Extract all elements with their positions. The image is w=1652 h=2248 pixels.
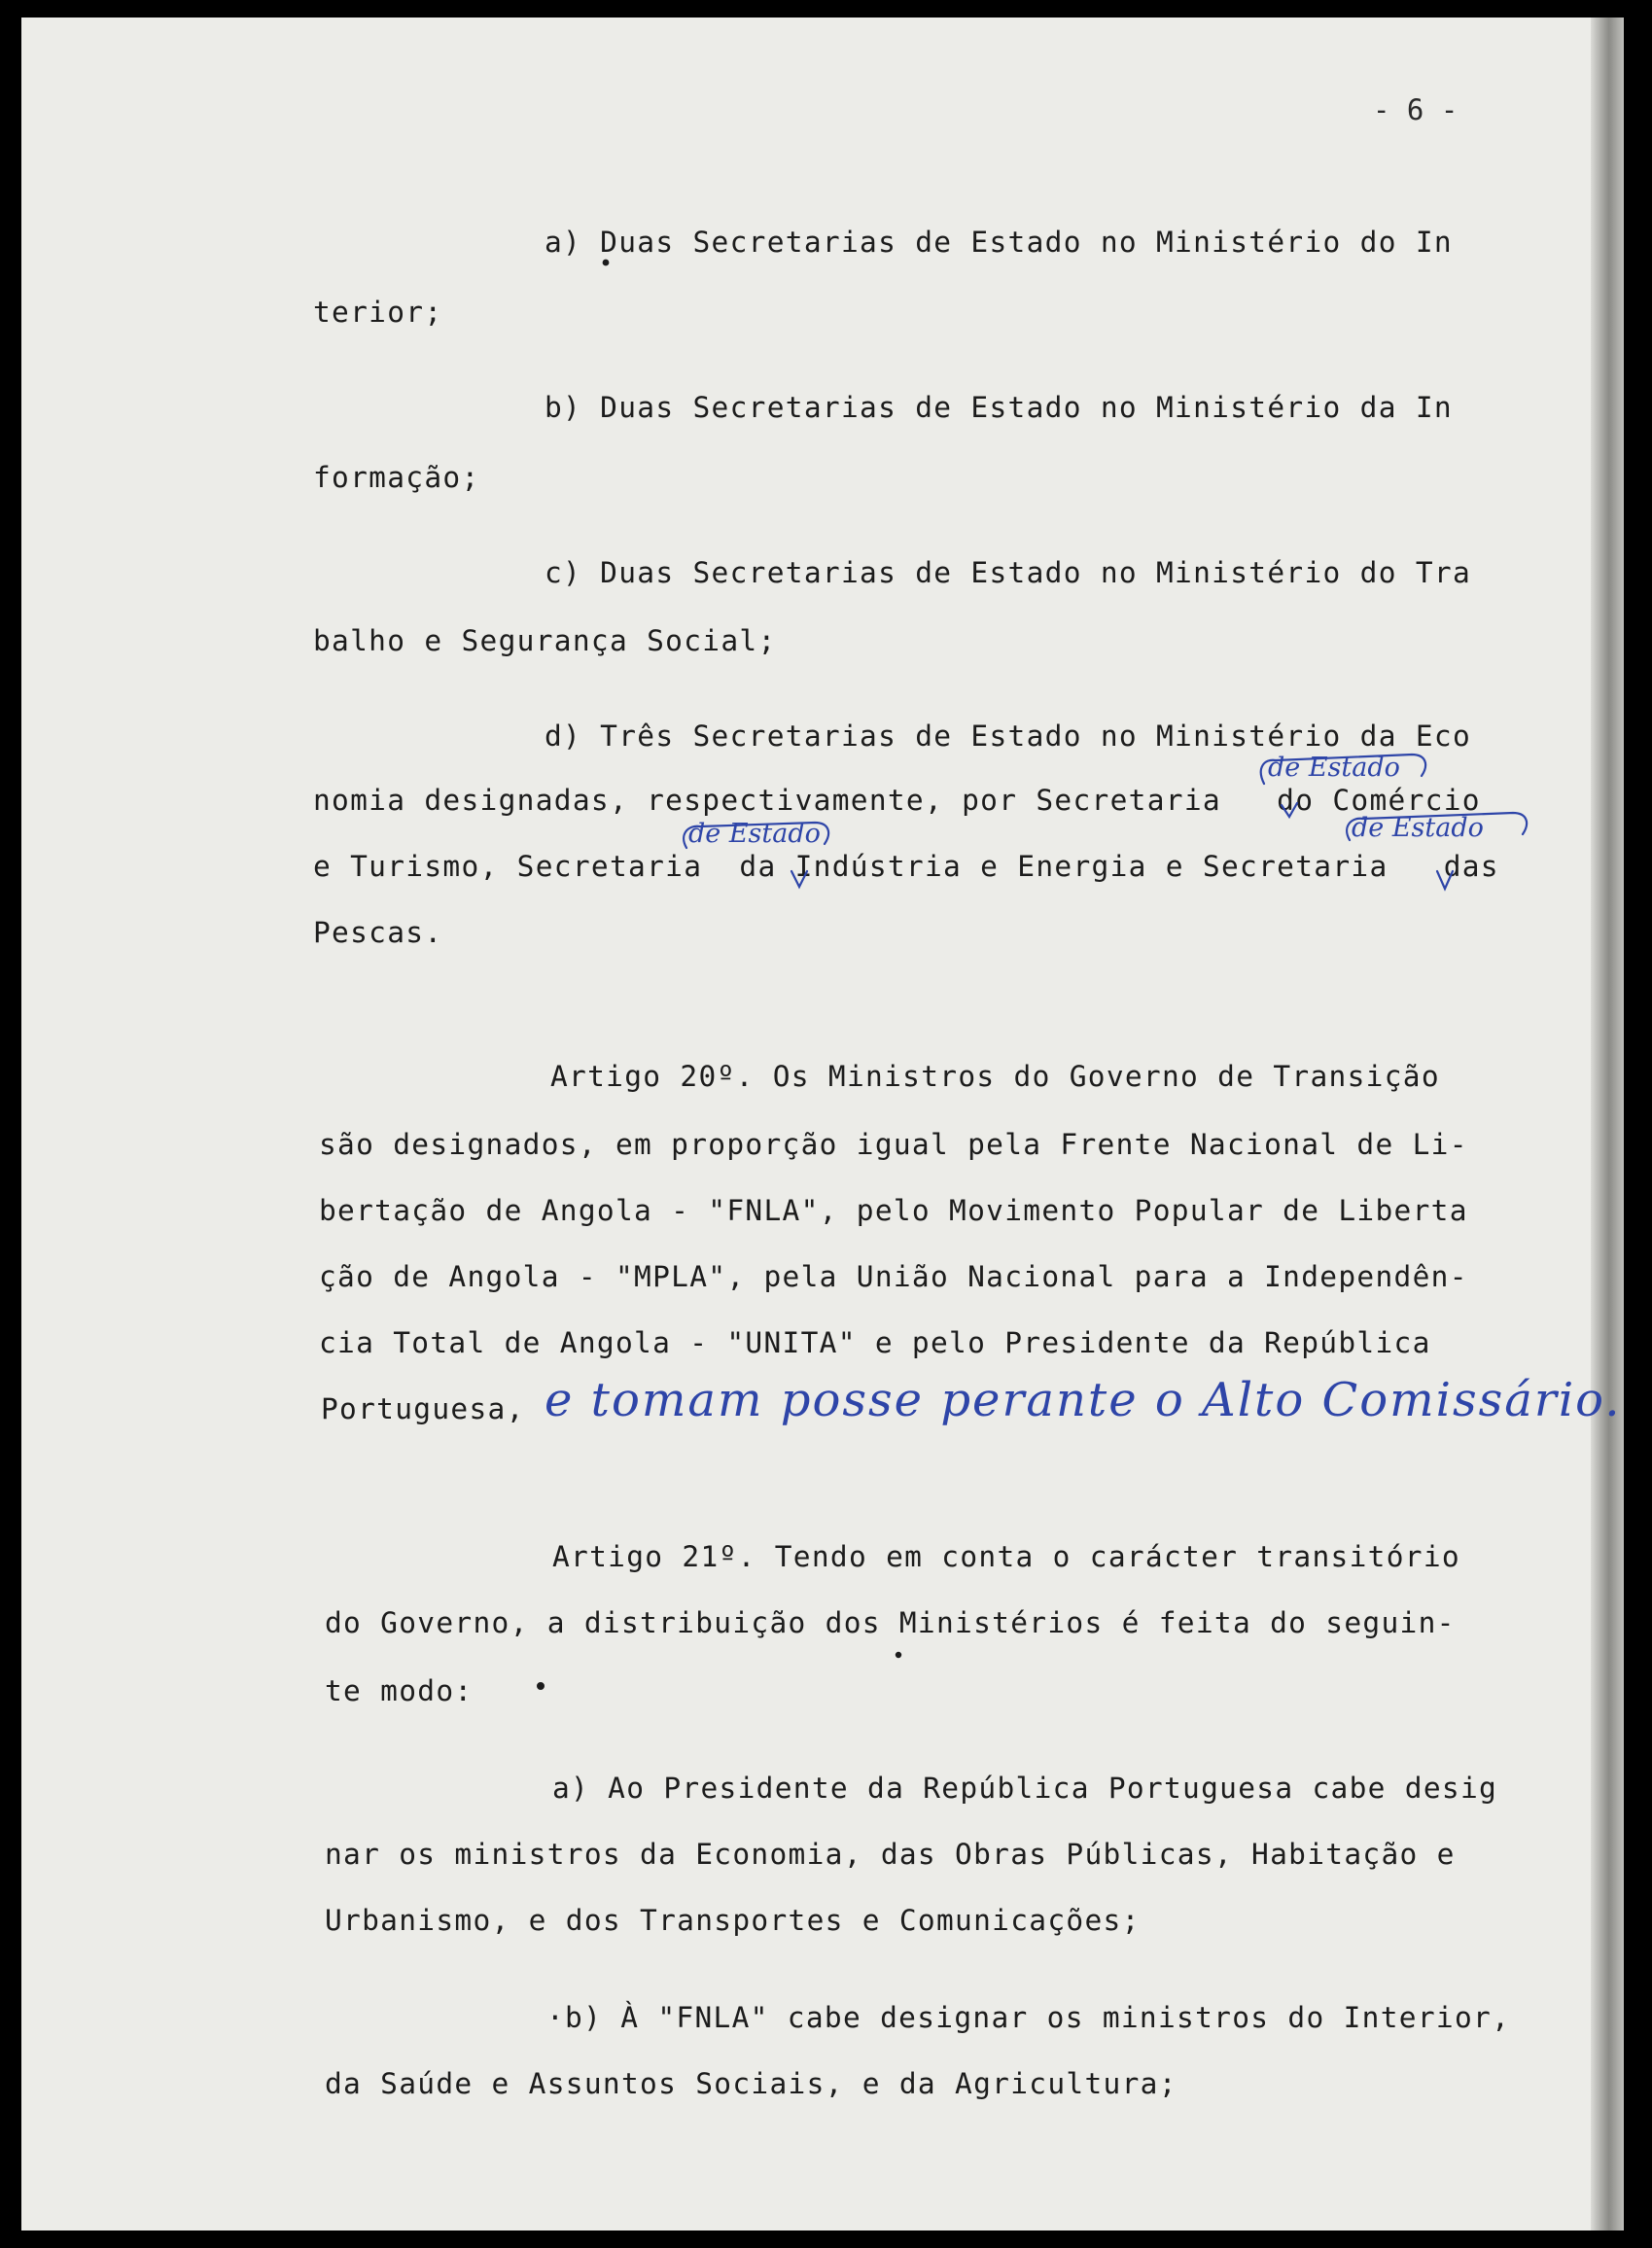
text-line: te modo:: [325, 1674, 474, 1707]
insertion-bracket: [1347, 813, 1527, 840]
stray-dot: [896, 1653, 900, 1657]
text-line: da Saúde e Assuntos Sociais, e da Agricultura;: [325, 2067, 1177, 2100]
text-line: do Governo, a distribuição dos Ministérios é feita do seguin-: [325, 1606, 1456, 1639]
text-line: a) Ao Presidente da República Portuguesa cabe desig: [552, 1772, 1498, 1805]
handwritten-insert: de Estado: [1352, 813, 1484, 843]
text-line: Pescas.: [313, 916, 443, 949]
text-line: Urbanismo, e dos Transportes e Comunicações;: [325, 1904, 1141, 1937]
text-line: ·b) À "FNLA" cabe designar os ministros do Interior,: [546, 2001, 1511, 2034]
insertion-bracket: [684, 823, 828, 848]
text-line: Portuguesa,: [321, 1392, 525, 1425]
stray-dot: [604, 261, 609, 265]
text-line: terior;: [313, 296, 443, 329]
page-number: - 6 -: [1373, 93, 1459, 126]
text-line: cia Total de Angola - "UNITA" e pelo Presidente da República: [319, 1326, 1431, 1359]
text-line: e Turismo, Secretaria da Indústria e Energia e Secretaria das: [313, 850, 1499, 883]
text-line: são designados, em proporção igual pela Frente Nacional de Li-: [319, 1128, 1468, 1161]
stray-dot: [538, 1683, 544, 1689]
text-line: c) Duas Secretarias de Estado no Ministério do Tra: [545, 556, 1472, 589]
text-line: ção de Angola - "MPLA", pela União Nacional para a Independên-: [319, 1260, 1468, 1293]
text-line: balho e Segurança Social;: [313, 624, 777, 657]
text-line: nar os ministros da Economia, das Obras Públicas, Habitação e: [325, 1838, 1456, 1871]
handwritten-insert: de Estado: [1268, 753, 1400, 783]
text-line: nomia designadas, respectivamente, por Secretaria do Comércio: [313, 784, 1481, 817]
text-line: a) Duas Secretarias de Estado no Ministério do In: [545, 226, 1453, 259]
text-line: Artigo 20º. Os Ministros do Governo de Transição: [550, 1060, 1440, 1093]
text-line: formação;: [313, 461, 480, 494]
text-line: b) Duas Secretarias de Estado no Ministério da In: [545, 391, 1453, 424]
handwritten-addition: e tomam posse perante o Alto Comissário.: [545, 1373, 1622, 1427]
caret-mark: [791, 871, 807, 887]
caret-mark: [1282, 803, 1297, 817]
text-line: d) Três Secretarias de Estado no Ministério da Eco: [545, 720, 1472, 753]
text-line: bertação de Angola - "FNLA", pelo Movimento Popular de Liberta: [319, 1194, 1468, 1227]
text-line: Artigo 21º. Tendo em conta o carácter transitório: [552, 1540, 1460, 1573]
caret-mark: [1437, 871, 1453, 889]
handwritten-insert: de Estado: [688, 819, 821, 849]
insertion-bracket: [1261, 755, 1425, 784]
